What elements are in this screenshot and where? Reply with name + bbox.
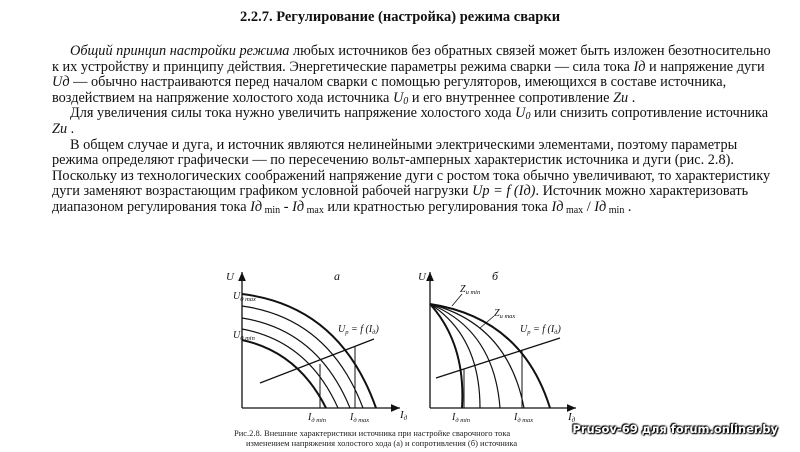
panel-a <box>242 272 400 408</box>
paragraph-2 <box>52 106 772 137</box>
caption-line-1: Рис.2.8. Внешние характеристики источника при настройке сварочного тока <box>234 428 511 438</box>
paragraph-1 <box>52 44 772 106</box>
symbol-zu: Zи <box>613 89 629 106</box>
text-span: / <box>583 198 595 215</box>
source-curve-z4 <box>430 304 480 408</box>
symbol-id: Iд <box>633 58 646 75</box>
panel-b-labels <box>418 269 576 424</box>
subscript-max: max <box>563 204 584 216</box>
symbol-id: Iд <box>292 198 305 215</box>
text-span: . <box>628 89 636 106</box>
load-line-a <box>260 339 374 383</box>
subscript-max: max <box>304 204 324 216</box>
zmin-label: $Z_{и min}$ <box>460 284 481 296</box>
term-general-principle: Общий принцип настройки режима <box>70 43 290 59</box>
id-max-label-b: $I_{д max}$ <box>514 412 534 424</box>
symbol-id: Iд <box>551 198 564 215</box>
text-span: . Источник можно характеризовать диапазоном регулирования тока <box>52 183 749 215</box>
symbol-id: Iд <box>250 198 263 215</box>
text-span: - <box>280 198 293 215</box>
i-axis-label-b: Iд <box>568 411 576 424</box>
figure-2-8 <box>222 266 584 426</box>
text-span: и напряжение дуги <box>645 58 765 75</box>
u-axis-label-a: U <box>226 271 234 283</box>
paragraph-3 <box>52 138 772 216</box>
id-max-label-a: $I_{д max}$ <box>350 412 370 424</box>
subscript-min: min <box>262 204 281 216</box>
zmax-label: $Z_{и max}$ <box>494 308 516 320</box>
source-curve-4 <box>242 329 338 408</box>
symbol-id: Iд <box>594 198 607 215</box>
symbol-zu: Zи <box>52 120 68 137</box>
section-heading: 2.2.7. Регулирование (настройка) режима сварки <box>239 9 561 25</box>
text-span: В общем случае и дуга, и источник являются нелинейными электрическими элементами, поэтому параметры режима определяют графически — по пересечению вольт-амперных характеристик источника и дуги (рис. 2.8). Поскольку из технологических соображений напряжение дуги с ростом тока обычно увеличивают, то характеристику дуги заменяют возрастающим графиком условной рабочей нагрузки <box>52 136 771 200</box>
text-span: . <box>624 198 632 215</box>
symbol-ud: Uд <box>52 74 70 91</box>
text-span: — обычно настраиваются перед началом сварки с помощью регуляторов, имеющихся в составе источника, воздействием на напряжение холостого хода источника <box>52 74 727 106</box>
body-text <box>52 44 772 216</box>
text-span: и его внутреннее сопротивление <box>408 89 614 106</box>
text-span: или кратностью регулирования тока <box>323 198 552 215</box>
i-axis-label-a: Iд <box>400 409 408 422</box>
source-curve-3 <box>242 318 350 408</box>
symbol-u0: $U_0$ <box>392 89 409 107</box>
load-line-label-b: $U_р = f$ $(I_д)$ <box>520 324 561 336</box>
panel-b <box>430 272 576 408</box>
text-span: . <box>67 120 75 137</box>
u0max-label: $U_{0 max}$ <box>233 291 256 303</box>
symbol-u0: $U_0$ <box>515 105 531 123</box>
id-min-label-b: $I_{д min}$ <box>452 412 471 424</box>
zmin-pointer <box>452 294 462 306</box>
panel-a-labels <box>226 269 408 424</box>
panel-b-label: б <box>492 269 499 283</box>
text-span: или снизить сопротивление источника <box>530 105 769 122</box>
caption-line-2: изменением напряжения холостого хода (а) и сопротивления (б) источника <box>246 438 518 448</box>
forum-watermark: Prusov-69 для forum.onliner.by <box>572 422 778 436</box>
u-axis-label-b: U <box>418 271 426 283</box>
text-span: Для увеличения силы тока нужно увеличить напряжение холостого хода <box>70 105 516 122</box>
subscript-min: min <box>606 204 625 216</box>
id-min-label-a: $I_{д min}$ <box>308 412 327 424</box>
load-line-label-a: $U_р = f$ $(I_д)$ <box>338 324 379 336</box>
text-span: любых источников без обратных связей может быть изложен безотносительно к их устройству и принципу действия. Энергетические параметры режима сварки — сила тока <box>52 43 771 75</box>
u0min-label: $U_{0 min}$ <box>233 330 255 342</box>
formula-up: Uр = f (Iд) <box>472 183 536 200</box>
panel-a-label: а <box>334 269 340 283</box>
